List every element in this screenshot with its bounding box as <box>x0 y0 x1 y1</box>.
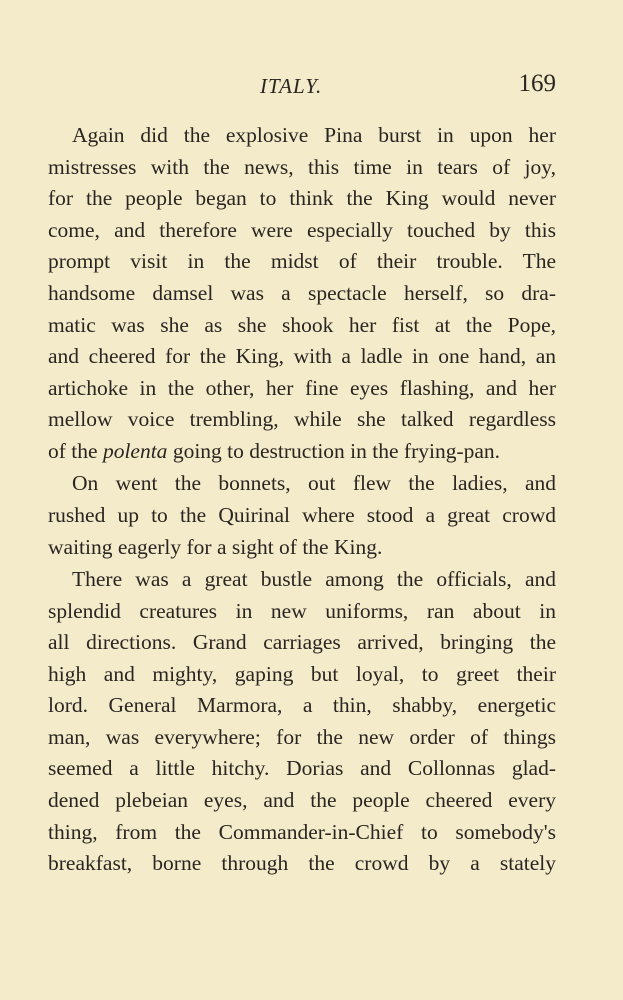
text-line: man, was everywhere; for the new order of things <box>48 724 556 749</box>
text-segment: of the <box>48 438 103 463</box>
text-line: mistresses with the news, this time in tears of joy, <box>48 154 556 179</box>
text-line: breakfast, borne through the crowd by a stately <box>48 851 556 876</box>
text-line: seemed a little hitchy. Dorias and Collonnas glad- <box>48 756 556 781</box>
text-line: handsome damsel was a spectacle herself, so dra- <box>48 280 556 305</box>
text-line: come, and therefore were especially touched by this <box>48 217 556 242</box>
text-line: high and mighty, gaping but loyal, to greet their <box>48 661 556 686</box>
running-head <box>48 70 556 104</box>
text-segment: going to destruction in the frying-pan. <box>167 438 501 463</box>
text-line: artichoke in the other, her fine eyes flashing, and her <box>48 375 556 400</box>
text-line: dened plebeian eyes, and the people cheered every <box>48 788 556 813</box>
text-line: mellow voice trembling, while she talked regardless <box>48 407 556 432</box>
text-line: On went the bonnets, out flew the ladies, and <box>72 471 556 496</box>
paragraph-2 <box>48 468 556 563</box>
text-line: splendid creatures in new uniforms, ran about in <box>48 598 556 623</box>
page-number: 169 <box>518 70 556 97</box>
text-line: thing, from the Commander-in-Chief to somebody's <box>48 819 556 844</box>
text-line: matic was she as she shook her fist at the Pope, <box>48 312 556 337</box>
paragraph-3 <box>48 564 556 880</box>
text-line: There was a great bustle among the officials, and <box>72 566 556 591</box>
text-line: Again did the explosive Pina burst in upon her <box>72 123 556 147</box>
running-title: ITALY. <box>260 74 323 98</box>
text-line: all directions. Grand carriages arrived, bringing the <box>48 630 556 655</box>
text-line: and cheered for the King, with a ladle in one hand, an <box>48 344 556 369</box>
italic-word: polenta <box>102 438 168 463</box>
body-text <box>48 120 556 880</box>
text-line: rushed up to the Quirinal where stood a great crowd <box>48 502 556 527</box>
text-line: for the people began to think the King would never <box>48 186 556 211</box>
text-line: prompt visit in the midst of their trouble. The <box>48 249 556 274</box>
text-line: waiting eagerly for a sight of the King. <box>48 534 383 559</box>
text-line: lord. General Marmora, a thin, shabby, energetic <box>48 693 556 718</box>
paragraph-1 <box>48 120 556 468</box>
text-line <box>48 436 556 468</box>
